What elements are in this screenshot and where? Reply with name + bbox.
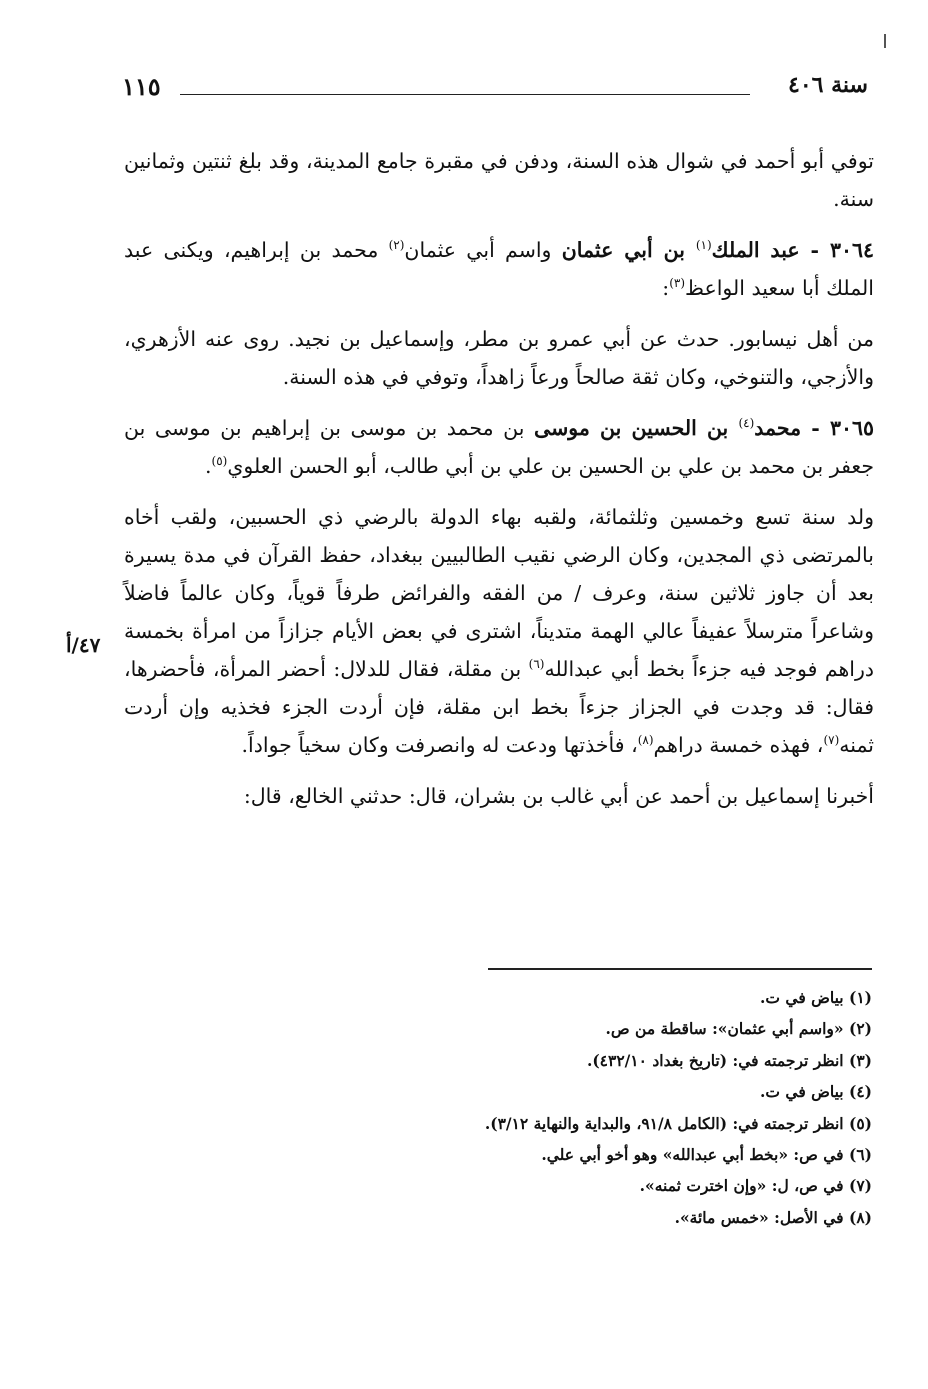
- footnote-ref[interactable]: (٣): [669, 276, 686, 291]
- entry-name: عبد الملك: [711, 238, 800, 262]
- story-text: ، فهذه خمسة دراهم: [653, 733, 824, 757]
- story-text: ولد سنة تسع وخمسين وثلثمائة، ولقبه بهاء الدولة بالرضي ذي الحسبين، ولقب أخاه بالمرتضى ذي المجدين، وكان الرضي نقيب الطالبيين ببغداد، حفظ القرآن في مدة يسيرة بعد أن جاوز ثلاثين سنة، وعرف / من الفقه والفرائض طرفاً قوياً، وكان عالماً فاضلاً وشاعراً مترسلاً عفيفاً عالي الهمة متديناً، اشترى في بعض الأيام جزازاً من امرأة بخمسة دراهم فوجد فيه جزءاً بخط أبي عبدالله: [124, 505, 874, 681]
- footnote: (٨) في الأصل: «خمس مائة».: [674, 1207, 872, 1227]
- paragraph-death-note: توفي أبو أحمد في شوال هذه السنة، ودفن في مقبرة جامع المدينة، وقد بلغ ثنتين وثمانين سنة.: [124, 149, 874, 211]
- entry-number: ٣٠٦٥ -: [801, 416, 874, 440]
- entry-text: :: [662, 276, 670, 300]
- folio-marker: ٤٧/أ: [66, 633, 101, 657]
- story-text: بن مقلة، فقال للدلال: أحضر المرأة، فأحضرها، فقال: قد وجدت في الجزاز جزءاً بخط ابن مقلة، فإن أردت الجزء فخذيه وإن أردت ثمنه: [124, 657, 874, 757]
- footnote-ref[interactable]: (٢): [388, 238, 405, 253]
- page-number: ١١٥: [122, 72, 161, 101]
- running-header: [122, 72, 868, 112]
- footnote-ref[interactable]: (٤): [738, 416, 755, 431]
- paragraph-story: [124, 498, 874, 764]
- footnote-ref[interactable]: (٦): [528, 657, 545, 672]
- footnote: (٧) في ص، ل: «وإن اخترت ثمنه».: [639, 1176, 872, 1196]
- footnote: (١) بياض في ت.: [760, 988, 872, 1007]
- footnotes: [300, 982, 872, 1233]
- header-year: سنة ٤٠٦: [788, 72, 868, 98]
- footnote: (٢) «واسم أبي عثمان»: ساقطة من ص.: [605, 1019, 872, 1039]
- footnote: (٣) انظر ترجمته في: (تاريخ بغداد ٤٣٢/١٠).: [586, 1050, 872, 1070]
- entry-text: .: [204, 454, 212, 478]
- entry-text: محمد بن إبراهيم، ويكنى عبد الملك أبا سعيد الواعظ: [124, 238, 874, 300]
- entry-name-cont: بن أبي عثمان: [561, 238, 696, 262]
- footnote-ref[interactable]: (١): [695, 238, 712, 253]
- footnote-ref[interactable]: (٧): [823, 733, 840, 748]
- footnote: (٤) بياض في ت.: [760, 1082, 872, 1102]
- paragraph-isnad: أخبرنا إسماعيل بن أحمد عن أبي غالب بن بشران، قال: حدثني الخالع، قال:: [243, 784, 874, 808]
- entry-name-cont: بن الحسين بن موسى: [534, 416, 739, 440]
- scan-mark: [884, 34, 886, 48]
- header-rule: [180, 94, 750, 95]
- entry-3065: [124, 409, 874, 485]
- paragraph-biography: من أهل نيسابور. حدث عن أبي عمرو بن مطر، وإسماعيل بن نجيد. روى عنه الأزهري، والأزجي، والتنوخي، وكان ثقة صالحاً ورعاً زاهداً، وتوفي في هذه السنة.: [124, 327, 874, 389]
- entry-number: ٣٠٦٤ -: [799, 238, 874, 262]
- entry-text: واسم أبي عثمان: [404, 238, 562, 262]
- footnote: (٦) في ص: «بخط أبي عبدالله» وهو أخو أبي علي.: [541, 1145, 872, 1165]
- footnote-rule: [488, 968, 872, 970]
- footnote-ref[interactable]: (٨): [637, 733, 654, 748]
- entry-text: بن محمد بن موسى بن إبراهيم بن موسى بن جعفر بن محمد بن علي بن الحسين بن علي بن أبي طالب، أبو الحسن العلوي: [124, 416, 874, 478]
- entry-3064: [124, 231, 874, 307]
- main-text: [124, 142, 874, 828]
- story-text: ، فأخذتها ودعت له وانصرفت وكان سخياً جواداً.: [241, 733, 638, 757]
- footnote: (٥) انظر ترجمته في: (الكامل ٩١/٨، والبداية والنهاية ٣/١٢).: [484, 1113, 872, 1133]
- entry-name: محمد: [754, 416, 802, 440]
- footnote-ref[interactable]: (٥): [211, 454, 228, 469]
